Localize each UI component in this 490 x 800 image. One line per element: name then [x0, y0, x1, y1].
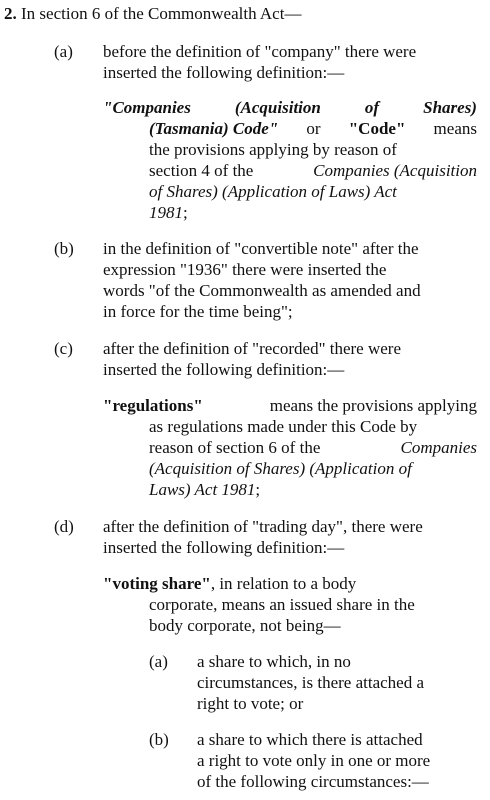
punct: ; — [255, 480, 261, 499]
item-c-def-line1 — [103, 395, 477, 416]
item-a-def-line5: of Shares) (Application of Laws) Act — [149, 182, 397, 201]
def-term: "regulations" — [103, 396, 203, 415]
section-intro: In section 6 of the Commonwealth Act— — [21, 4, 302, 23]
item-d-label: (d) — [54, 517, 74, 536]
def-term: (Tasmania) Code" — [149, 119, 279, 138]
item-c-def-line3 — [149, 437, 477, 458]
item-a-def-line6 — [149, 202, 188, 223]
item-c-def-line5 — [149, 479, 260, 500]
act-title: Laws) Act 1981 — [149, 480, 256, 499]
item-c-line1: after the definition of "recorded" there were — [103, 339, 402, 358]
def-term: "voting share" — [103, 574, 211, 593]
sub-b-line1: a share to which there is attached — [197, 730, 423, 749]
def-term-word: "Companies — [103, 98, 191, 117]
sub-b-line2: a right to vote only in one or more — [197, 751, 431, 770]
item-a-line1: before the definition of "company" there were — [103, 42, 417, 61]
item-d-def-line1 — [103, 573, 477, 594]
def-text: , in relation to a body — [210, 574, 357, 593]
sub-a-line1: a share to which, in no — [197, 652, 351, 671]
sub-b-label: (b) — [149, 730, 169, 749]
code-term: "Code" — [348, 119, 406, 138]
section-number: 2. — [4, 4, 17, 23]
means-text: means — [433, 119, 477, 138]
item-c-line2: inserted the following definition:— — [103, 360, 345, 379]
act-year: 1981 — [149, 203, 183, 222]
item-a-def-line2 — [149, 118, 477, 139]
def-text: section 4 of the — [149, 161, 254, 180]
item-d-def-line2: corporate, means an issued share in the — [149, 595, 415, 614]
def-text: reason of section 6 of the — [149, 438, 321, 457]
item-b-line2: expression "1936" there were inserted the — [103, 260, 387, 279]
act-title: Companies (Acquisition — [313, 161, 477, 180]
item-c-def-line2: as regulations made under this Code by — [149, 417, 418, 436]
item-b-label: (b) — [54, 239, 74, 258]
sub-a-line2: circumstances, is there attached a — [197, 673, 425, 692]
item-a-def-term-line1 — [103, 97, 477, 118]
item-d-def-line3: body corporate, not being— — [149, 616, 341, 635]
or-text: or — [306, 119, 321, 138]
sub-a-label: (a) — [149, 652, 168, 671]
item-a-def-line3: the provisions applying by reason of — [149, 140, 397, 159]
sub-a-line3: right to vote; or — [197, 694, 304, 713]
def-term-word: Shares) — [423, 98, 477, 117]
def-term-word: of — [364, 98, 380, 117]
def-text: means the provisions applying — [269, 396, 477, 415]
def-term-word: (Acquisition — [234, 98, 321, 117]
item-c-label: (c) — [54, 339, 73, 358]
item-d-line2: inserted the following definition:— — [103, 538, 345, 557]
item-a-label: (a) — [54, 42, 73, 61]
item-b-line3: words "of the Commonwealth as amended and — [103, 281, 421, 300]
item-d-line1: after the definition of "trading day", there were — [103, 517, 423, 536]
section-heading — [4, 3, 301, 24]
item-c-def-line4: (Acquisition of Shares) (Application of — [149, 459, 412, 478]
item-a-def-line4 — [149, 160, 477, 181]
act-title: Companies — [400, 438, 477, 457]
punct: ; — [183, 203, 188, 222]
item-b-line4: in force for the time being"; — [103, 302, 293, 321]
item-a-line2: inserted the following definition:— — [103, 63, 345, 82]
sub-b-line3: of the following circumstances:— — [197, 772, 429, 791]
item-b-line1: in the definition of "convertible note" after the — [103, 239, 419, 258]
